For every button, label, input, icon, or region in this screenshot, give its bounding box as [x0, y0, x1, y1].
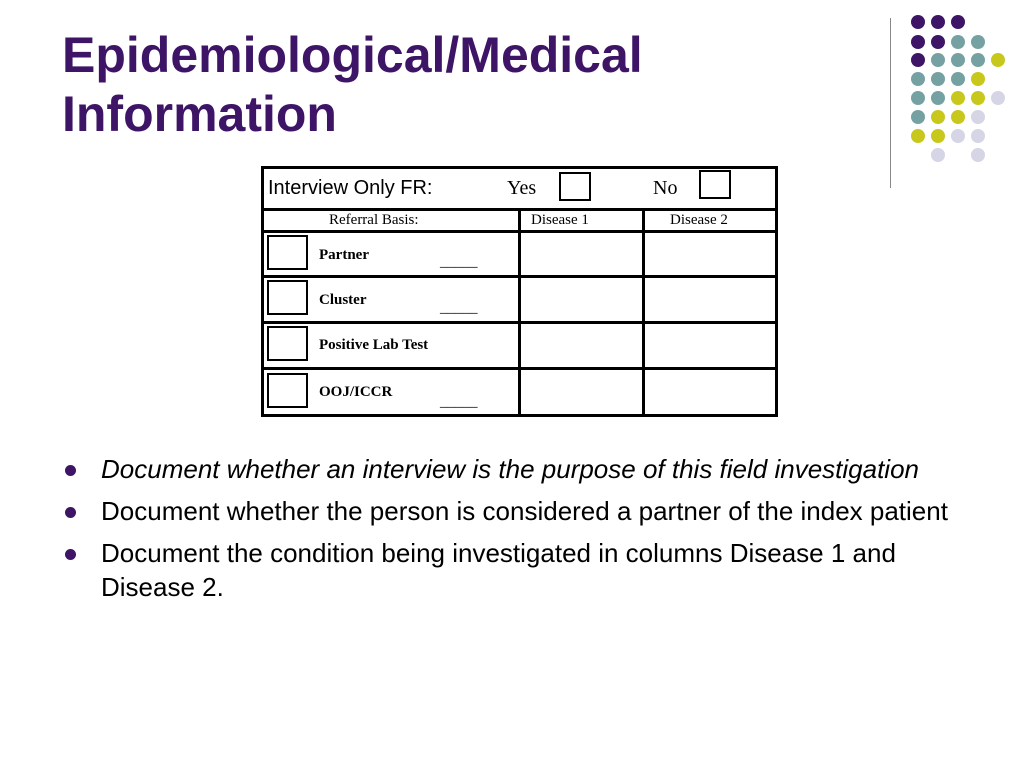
- cluster-label: Cluster: [319, 292, 367, 308]
- decorative-dot: [931, 148, 945, 162]
- no-checkbox[interactable]: [699, 170, 731, 199]
- partner-label: Partner: [319, 247, 369, 263]
- decorative-dot: [931, 72, 945, 86]
- list-item: Document the condition being investigated in columns Disease 1 and Disease 2.: [62, 536, 962, 604]
- decorative-dot: [971, 72, 985, 86]
- positive-lab-test-checkbox[interactable]: [267, 326, 308, 361]
- decorative-dot: [911, 72, 925, 86]
- decorative-dot: [971, 91, 985, 105]
- decorative-dot: [951, 72, 965, 86]
- partner-blank: _____: [440, 254, 478, 270]
- yes-label: Yes: [507, 177, 537, 199]
- bullet-icon: [65, 465, 76, 476]
- column-divider-2: [642, 208, 645, 417]
- decorative-dot: [931, 110, 945, 124]
- ooj-iccr-checkbox[interactable]: [267, 373, 308, 408]
- disease1-header: Disease 1: [531, 212, 589, 228]
- decorative-dot: [931, 91, 945, 105]
- decorative-dot: [911, 110, 925, 124]
- partner-checkbox[interactable]: [267, 235, 308, 270]
- cluster-blank: _____: [440, 300, 478, 316]
- decorative-dot: [971, 53, 985, 67]
- cluster-checkbox[interactable]: [267, 280, 308, 315]
- decorative-dot: [971, 110, 985, 124]
- decorative-dot: [951, 91, 965, 105]
- decorative-dot: [951, 35, 965, 49]
- column-divider-1: [518, 208, 521, 417]
- bullet-icon: [65, 549, 76, 560]
- list-item: Document whether the person is considered a partner of the index patient: [62, 494, 962, 528]
- interview-only-label: Interview Only FR:: [268, 177, 433, 199]
- decorative-dot: [931, 15, 945, 29]
- positive-lab-test-label: Positive Lab Test: [319, 337, 429, 353]
- decorative-dot: [951, 110, 965, 124]
- no-label: No: [653, 177, 678, 199]
- decorative-dot: [951, 129, 965, 143]
- decorative-dot: [991, 53, 1005, 67]
- ooj-iccr-label: OOJ/ICCR: [319, 384, 393, 400]
- yes-checkbox[interactable]: [559, 172, 591, 201]
- row-line: [261, 275, 778, 278]
- ooj-iccr-blank: _____: [440, 394, 478, 410]
- list-item: Document whether an interview is the purpose of this field investigation: [62, 452, 962, 486]
- referral-basis-header: Referral Basis:: [329, 212, 419, 228]
- decorative-dot: [971, 35, 985, 49]
- decorative-dot: [911, 53, 925, 67]
- decorative-dot: [951, 53, 965, 67]
- decorative-dot: [911, 91, 925, 105]
- decorative-dot: [911, 15, 925, 29]
- disease2-header: Disease 2: [670, 212, 728, 228]
- decorative-dot: [971, 148, 985, 162]
- decorative-dot: [971, 129, 985, 143]
- row-line: [261, 367, 778, 370]
- decorative-dot: [911, 35, 925, 49]
- row-line: [261, 321, 778, 324]
- field-record-form: [261, 166, 778, 417]
- decorative-dot: [991, 91, 1005, 105]
- decorative-dot: [931, 129, 945, 143]
- bullet-icon: [65, 507, 76, 518]
- decorative-dot: [911, 129, 925, 143]
- bullet-list: [62, 452, 962, 612]
- decorative-dot: [931, 35, 945, 49]
- slide-title: Epidemiological/Medical Information: [62, 27, 643, 142]
- decorative-dot: [951, 15, 965, 29]
- decorative-dot: [931, 53, 945, 67]
